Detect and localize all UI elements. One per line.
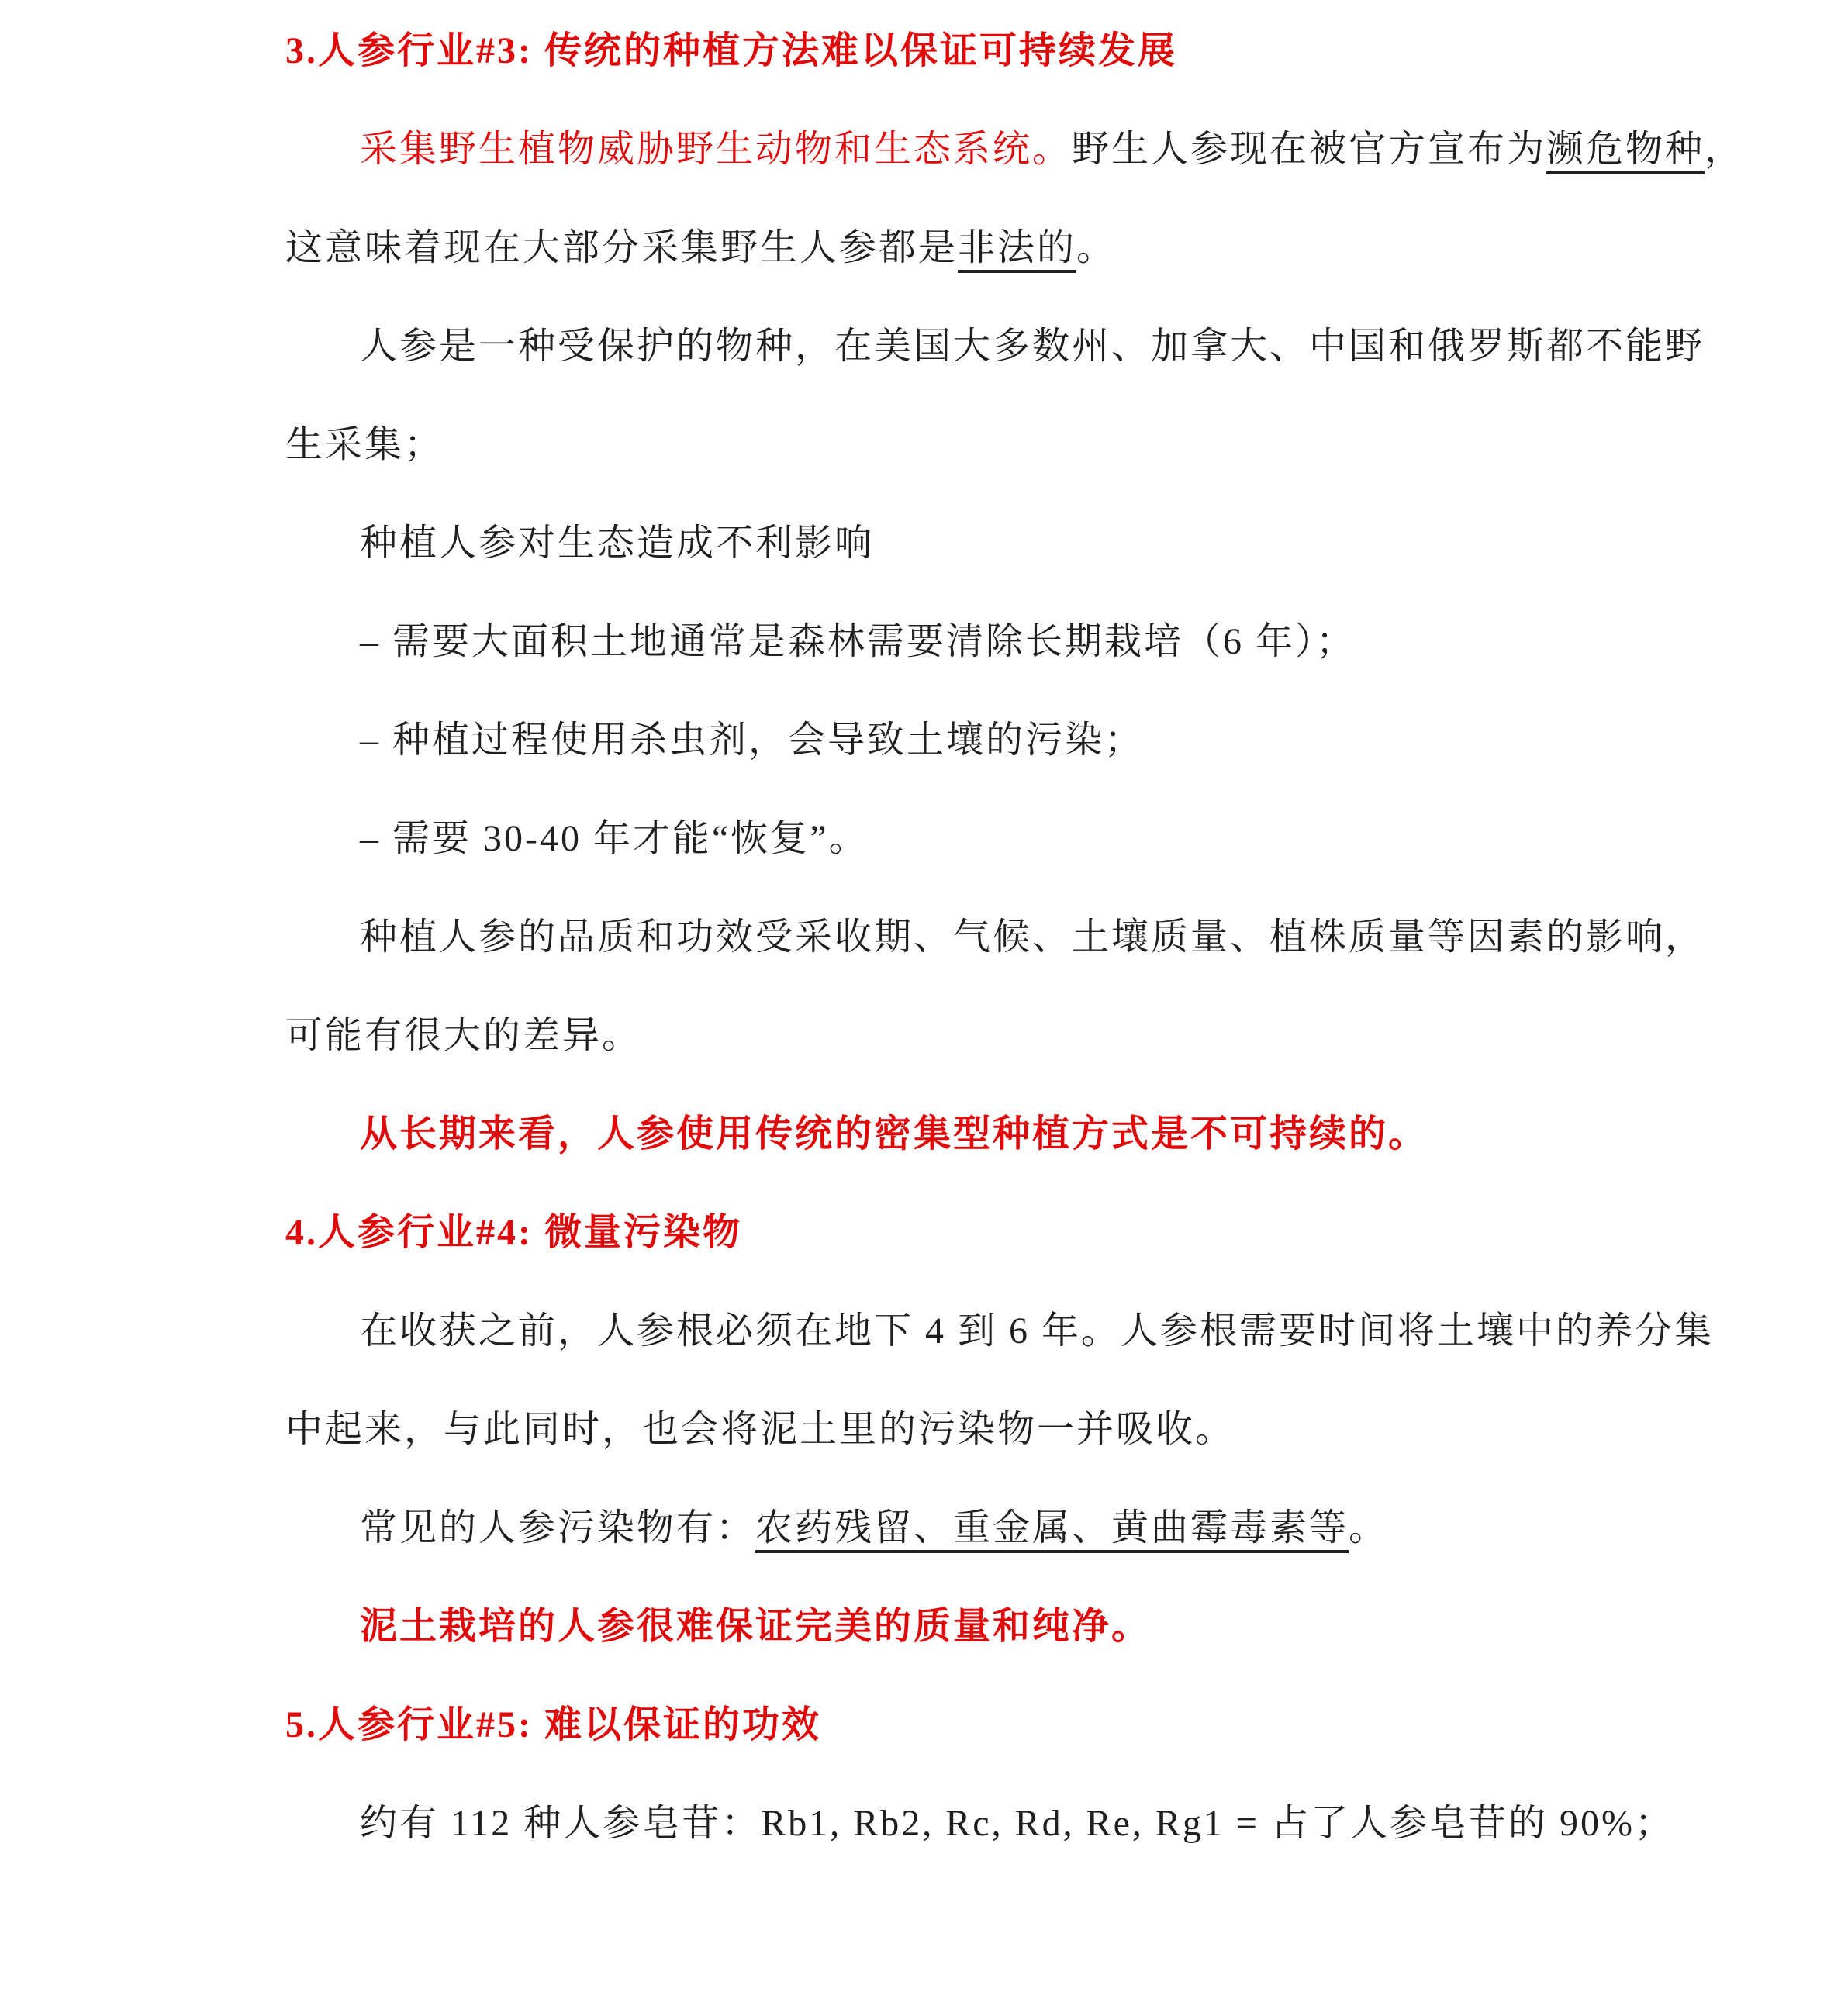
- body-text: 种植人参对生态造成不利影响: [360, 523, 875, 564]
- para-ginsenosides: [285, 1774, 1848, 1873]
- body-text: 人参是一种受保护的物种，在美国大多数州、加拿大、中国和俄罗斯都不能野: [360, 326, 1705, 367]
- red-emphasis-text: 采集野生植物威胁野生动物和生态系统。: [360, 129, 1073, 170]
- body-text: 种植人参的品质和功效受采收期、气候、土壤质量、植株质量等因素的影响，: [360, 917, 1705, 958]
- para-wild-collection: [285, 100, 1848, 198]
- body-text: – 种植过程使用杀虫剂，会导致土壤的污染；: [360, 720, 1145, 761]
- body-text: – 需要 30-40 年才能“恢复”。: [360, 818, 869, 859]
- body-text: 常见的人参污染物有：: [360, 1507, 756, 1548]
- body-text: 这意味着现在大部分采集野生人参都是: [285, 227, 959, 268]
- body-text: ，: [1705, 129, 1745, 170]
- para-quality-factors-cont: [285, 986, 1848, 1085]
- body-text: 约有 112 种人参皂苷：Rb1, Rb2, Rc, Rd, Re, Rg1 = 占了人参皂苷的 90%；: [360, 1803, 1674, 1844]
- para-soil-quality-emphasis: [285, 1577, 1848, 1676]
- body-text: 。: [1349, 1507, 1389, 1548]
- heading-text: 4.人参行业#4: 微量污染物: [285, 1212, 742, 1253]
- body-text: 生采集；: [285, 424, 444, 465]
- para-protected-species-cont: [285, 395, 1848, 494]
- underlined-term-contaminants: 农药残留、重金属、黄曲霉毒素等: [755, 1507, 1349, 1553]
- para-eco-impact: [285, 494, 1848, 592]
- body-text: 野生人参现在被官方宣布为: [1072, 129, 1547, 170]
- para-harvest-years-cont: [285, 1380, 1848, 1479]
- section-5-heading: [285, 1676, 1848, 1774]
- para-harvest-years: [285, 1282, 1848, 1380]
- para-protected-species: [285, 297, 1848, 395]
- section-4-heading: [285, 1183, 1848, 1282]
- red-emphasis-text: 泥土栽培的人参很难保证完美的质量和纯净。: [360, 1606, 1152, 1647]
- para-unsustainable-emphasis: [285, 1085, 1848, 1183]
- body-text: 可能有很大的差异。: [285, 1015, 642, 1056]
- underlined-term-endangered: 濒危物种: [1546, 129, 1705, 174]
- bullet-pesticide: [285, 691, 1848, 789]
- heading-text: 5.人参行业#5: 难以保证的功效: [285, 1704, 821, 1745]
- body-text: 。: [1076, 227, 1117, 268]
- body-text: – 需要大面积土地通常是森林需要清除长期栽培（6 年）；: [360, 621, 1356, 662]
- heading-text: 3.人参行业#3: 传统的种植方法难以保证可持续发展: [285, 30, 1177, 71]
- bullet-recovery: [285, 789, 1848, 888]
- body-text: 在收获之前，人参根必须在地下 4 到 6 年。人参根需要时间将土壤中的养分集: [360, 1310, 1715, 1351]
- bullet-land-use: [285, 592, 1848, 691]
- para-contaminants: [285, 1479, 1848, 1577]
- underlined-term-illegal: 非法的: [958, 227, 1076, 273]
- para-illegal: [285, 198, 1848, 297]
- red-emphasis-text: 从长期来看，人参使用传统的密集型种植方式是不可持续的。: [360, 1113, 1428, 1155]
- section-3-heading: [285, 2, 1848, 100]
- para-quality-factors: [285, 888, 1848, 986]
- body-text: 中起来，与此同时，也会将泥土里的污染物一并吸收。: [285, 1409, 1235, 1450]
